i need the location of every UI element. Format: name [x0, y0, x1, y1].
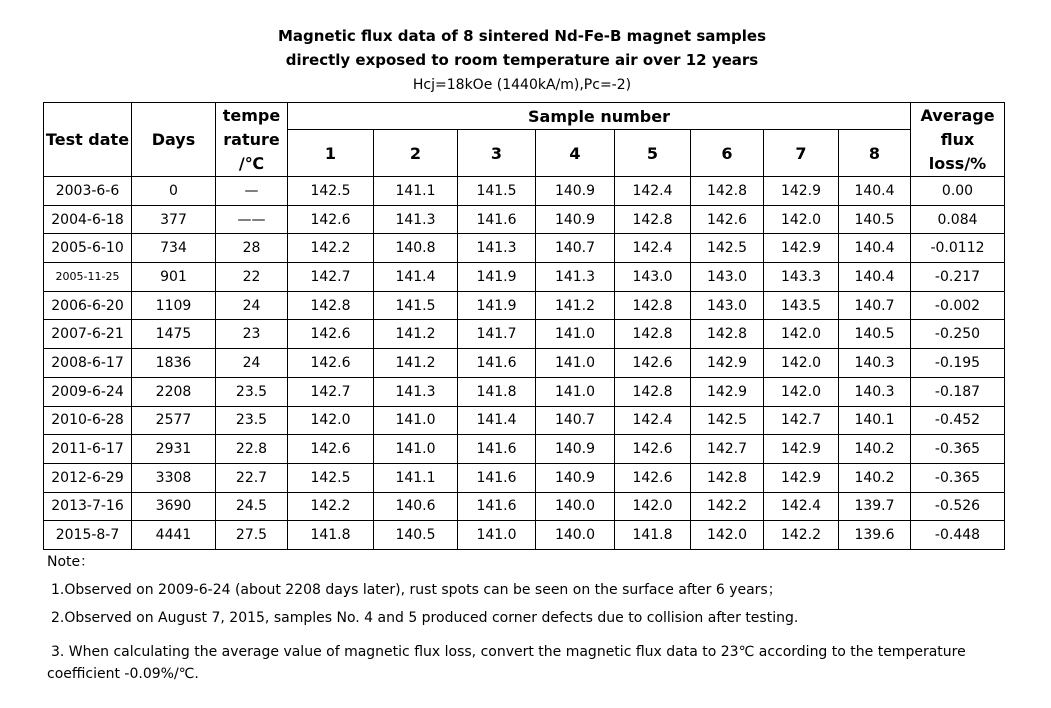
- cell-sample-2: 141.1: [374, 177, 458, 206]
- table-row: [44, 177, 1005, 206]
- cell-sample-2: 141.3: [374, 205, 458, 234]
- cell-days: 4441: [132, 521, 216, 550]
- cell-sample-5: 142.8: [615, 377, 691, 406]
- cell-test-date: 2007-6-21: [44, 320, 132, 349]
- cell-sample-4: 141.2: [536, 291, 615, 320]
- cell-sample-4: 141.0: [536, 320, 615, 349]
- cell-sample-6: 142.0: [691, 521, 764, 550]
- cell-test-date: 2010-6-28: [44, 406, 132, 435]
- header-sample-1: 1: [288, 130, 374, 177]
- cell-test-date: 2011-6-17: [44, 435, 132, 464]
- cell-days: 1475: [132, 320, 216, 349]
- cell-average-flux-loss: 0.00: [911, 177, 1005, 206]
- cell-days: 3308: [132, 463, 216, 492]
- header-average-line-1: Average: [920, 105, 995, 125]
- cell-average-flux-loss: -0.187: [911, 377, 1005, 406]
- cell-sample-5: 142.4: [615, 177, 691, 206]
- cell-sample-7: 142.4: [764, 492, 839, 521]
- cell-sample-5: 142.0: [615, 492, 691, 521]
- cell-sample-3: 141.4: [458, 406, 536, 435]
- cell-test-date: 2008-6-17: [44, 349, 132, 378]
- document-title-line-1: Magnetic flux data of 8 sintered Nd-Fe-B magnet samples: [277, 27, 767, 45]
- header-sample-7: 7: [764, 130, 839, 177]
- cell-average-flux-loss: -0.217: [911, 263, 1005, 292]
- cell-sample-7: 142.9: [764, 463, 839, 492]
- cell-days: 1836: [132, 349, 216, 378]
- cell-test-date: 2004-6-18: [44, 205, 132, 234]
- cell-sample-4: 140.9: [536, 177, 615, 206]
- cell-average-flux-loss: -0.452: [911, 406, 1005, 435]
- header-temperature-line-1: tempe: [222, 105, 281, 125]
- table-row: [44, 377, 1005, 406]
- cell-sample-3: 141.9: [458, 263, 536, 292]
- title-block: [0, 24, 1044, 96]
- cell-sample-8: 140.4: [839, 177, 911, 206]
- table-row: [44, 492, 1005, 521]
- table-row: [44, 234, 1005, 263]
- cell-sample-8: 140.4: [839, 234, 911, 263]
- cell-sample-4: 141.0: [536, 349, 615, 378]
- cell-sample-6: 142.8: [691, 320, 764, 349]
- header-sample-6: 6: [691, 130, 764, 177]
- cell-temperature: 28: [216, 234, 288, 263]
- cell-temperature: 23: [216, 320, 288, 349]
- cell-sample-2: 141.5: [374, 291, 458, 320]
- cell-sample-3: 141.6: [458, 205, 536, 234]
- header-temperature-line-3: /℃: [238, 153, 265, 173]
- cell-test-date: 2015-8-7: [44, 521, 132, 550]
- cell-sample-4: 140.7: [536, 406, 615, 435]
- cell-sample-6: 142.8: [691, 463, 764, 492]
- cell-sample-2: 140.6: [374, 492, 458, 521]
- header-sample-number: Sample number: [288, 103, 911, 130]
- cell-days: 3690: [132, 492, 216, 521]
- note-item-2: 2.Observed on August 7, 2015, samples No. 4 and 5 produced corner defects due to collision after testing.: [51, 610, 799, 626]
- cell-sample-1: 142.0: [288, 406, 374, 435]
- cell-average-flux-loss: -0.365: [911, 463, 1005, 492]
- cell-sample-5: 142.6: [615, 463, 691, 492]
- cell-sample-7: 142.2: [764, 521, 839, 550]
- table-row: [44, 463, 1005, 492]
- table-row: [44, 435, 1005, 464]
- cell-sample-7: 142.9: [764, 435, 839, 464]
- cell-sample-3: 141.6: [458, 349, 536, 378]
- cell-average-flux-loss: 0.084: [911, 205, 1005, 234]
- cell-sample-3: 141.6: [458, 435, 536, 464]
- cell-test-date: 2013-7-16: [44, 492, 132, 521]
- cell-sample-8: 140.7: [839, 291, 911, 320]
- cell-test-date: 2012-6-29: [44, 463, 132, 492]
- cell-test-date: 2005-11-25: [44, 263, 132, 292]
- table-row: [44, 320, 1005, 349]
- cell-days: 734: [132, 234, 216, 263]
- cell-sample-5: 142.4: [615, 234, 691, 263]
- cell-sample-7: 142.9: [764, 234, 839, 263]
- cell-sample-4: 140.0: [536, 492, 615, 521]
- cell-average-flux-loss: -0.448: [911, 521, 1005, 550]
- header-sample-3: 3: [458, 130, 536, 177]
- cell-sample-2: 141.0: [374, 435, 458, 464]
- cell-sample-2: 141.3: [374, 377, 458, 406]
- cell-test-date: 2005-6-10: [44, 234, 132, 263]
- cell-sample-8: 140.2: [839, 435, 911, 464]
- cell-sample-8: 140.3: [839, 349, 911, 378]
- cell-sample-6: 142.5: [691, 234, 764, 263]
- cell-average-flux-loss: -0.195: [911, 349, 1005, 378]
- cell-sample-2: 141.4: [374, 263, 458, 292]
- cell-sample-7: 142.0: [764, 349, 839, 378]
- header-sample-5: 5: [615, 130, 691, 177]
- cell-sample-8: 140.3: [839, 377, 911, 406]
- cell-temperature: 22.7: [216, 463, 288, 492]
- cell-sample-3: 141.0: [458, 521, 536, 550]
- cell-sample-5: 143.0: [615, 263, 691, 292]
- cell-sample-7: 142.0: [764, 205, 839, 234]
- header-row-top: [44, 103, 1005, 130]
- cell-sample-1: 142.6: [288, 349, 374, 378]
- header-sample-8: 8: [839, 130, 911, 177]
- note-item-1: 1.Observed on 2009-6-24 (about 2208 days later), rust spots can be seen on the surface after 6 years；: [51, 582, 782, 598]
- table-row: [44, 291, 1005, 320]
- cell-sample-8: 140.5: [839, 205, 911, 234]
- header-days: Days: [132, 103, 216, 177]
- header-sample-4: 4: [536, 130, 615, 177]
- cell-sample-6: 142.2: [691, 492, 764, 521]
- cell-temperature: 22: [216, 263, 288, 292]
- cell-sample-6: 143.0: [691, 291, 764, 320]
- cell-test-date: 2006-6-20: [44, 291, 132, 320]
- cell-sample-6: 142.9: [691, 377, 764, 406]
- cell-days: 2577: [132, 406, 216, 435]
- cell-temperature: 22.8: [216, 435, 288, 464]
- table-row: [44, 349, 1005, 378]
- cell-sample-4: 140.0: [536, 521, 615, 550]
- cell-test-date: 2009-6-24: [44, 377, 132, 406]
- cell-sample-3: 141.8: [458, 377, 536, 406]
- cell-sample-6: 142.7: [691, 435, 764, 464]
- cell-sample-5: 142.8: [615, 291, 691, 320]
- cell-sample-7: 142.0: [764, 377, 839, 406]
- cell-sample-6: 142.9: [691, 349, 764, 378]
- cell-sample-5: 142.8: [615, 320, 691, 349]
- cell-sample-7: 143.5: [764, 291, 839, 320]
- cell-average-flux-loss: -0.250: [911, 320, 1005, 349]
- table-row: [44, 406, 1005, 435]
- cell-days: 901: [132, 263, 216, 292]
- cell-days: 1109: [132, 291, 216, 320]
- cell-sample-1: 142.5: [288, 177, 374, 206]
- cell-sample-4: 140.9: [536, 205, 615, 234]
- cell-sample-1: 142.2: [288, 234, 374, 263]
- cell-sample-2: 140.5: [374, 521, 458, 550]
- cell-temperature: 27.5: [216, 521, 288, 550]
- notes-section: [47, 551, 1007, 685]
- cell-sample-1: 142.5: [288, 463, 374, 492]
- cell-sample-7: 142.9: [764, 177, 839, 206]
- cell-temperature: 24.5: [216, 492, 288, 521]
- cell-sample-4: 141.0: [536, 377, 615, 406]
- document-subtitle: Hcj=18kOe (1440kA/m),Pc=-2): [412, 77, 632, 93]
- cell-sample-7: 142.0: [764, 320, 839, 349]
- header-sample-2: 2: [374, 130, 458, 177]
- cell-sample-6: 142.6: [691, 205, 764, 234]
- cell-sample-8: 140.2: [839, 463, 911, 492]
- cell-temperature: 24: [216, 291, 288, 320]
- cell-sample-3: 141.5: [458, 177, 536, 206]
- cell-days: 2931: [132, 435, 216, 464]
- cell-sample-5: 141.8: [615, 521, 691, 550]
- cell-sample-2: 141.0: [374, 406, 458, 435]
- cell-sample-3: 141.6: [458, 463, 536, 492]
- cell-sample-4: 140.7: [536, 234, 615, 263]
- table-row: [44, 205, 1005, 234]
- cell-sample-6: 143.0: [691, 263, 764, 292]
- notes-heading: Note：: [47, 554, 95, 570]
- table-body: [44, 177, 1005, 550]
- cell-sample-1: 142.7: [288, 263, 374, 292]
- header-temperature-line-2: rature: [223, 129, 280, 149]
- header-average-line-3: loss/%: [928, 153, 987, 173]
- table-row: [44, 263, 1005, 292]
- cell-days: 377: [132, 205, 216, 234]
- cell-average-flux-loss: -0.526: [911, 492, 1005, 521]
- document-title-line-2: directly exposed to room temperature air over 12 years: [285, 51, 759, 69]
- cell-sample-3: 141.9: [458, 291, 536, 320]
- cell-sample-2: 141.2: [374, 349, 458, 378]
- cell-sample-5: 142.8: [615, 205, 691, 234]
- header-temperature: [216, 103, 288, 177]
- cell-sample-1: 142.6: [288, 435, 374, 464]
- header-test-date: Test date: [44, 103, 132, 177]
- cell-sample-1: 141.8: [288, 521, 374, 550]
- cell-average-flux-loss: -0.0112: [911, 234, 1005, 263]
- cell-sample-3: 141.6: [458, 492, 536, 521]
- cell-sample-3: 141.7: [458, 320, 536, 349]
- cell-temperature: ——: [216, 205, 288, 234]
- cell-temperature: 23.5: [216, 377, 288, 406]
- flux-data-table: [43, 102, 1005, 550]
- cell-sample-6: 142.5: [691, 406, 764, 435]
- cell-sample-4: 140.9: [536, 435, 615, 464]
- cell-days: 2208: [132, 377, 216, 406]
- cell-sample-4: 140.9: [536, 463, 615, 492]
- cell-sample-8: 139.6: [839, 521, 911, 550]
- header-average-flux-loss: [911, 103, 1005, 177]
- cell-sample-4: 141.3: [536, 263, 615, 292]
- cell-sample-7: 142.7: [764, 406, 839, 435]
- cell-sample-1: 142.2: [288, 492, 374, 521]
- cell-sample-2: 141.1: [374, 463, 458, 492]
- note-item-3: 3. When calculating the average value of magnetic flux loss, convert the magnetic flux data to 23℃ according to the temperature coefficient -0.09%/℃.: [47, 644, 966, 682]
- cell-test-date: 2003-6-6: [44, 177, 132, 206]
- cell-sample-7: 143.3: [764, 263, 839, 292]
- cell-sample-6: 142.8: [691, 177, 764, 206]
- cell-sample-1: 142.6: [288, 320, 374, 349]
- cell-average-flux-loss: -0.002: [911, 291, 1005, 320]
- cell-sample-8: 140.1: [839, 406, 911, 435]
- cell-sample-1: 142.8: [288, 291, 374, 320]
- table-header: [44, 103, 1005, 177]
- cell-sample-5: 142.4: [615, 406, 691, 435]
- table-row: [44, 521, 1005, 550]
- header-average-line-2: flux: [940, 129, 975, 149]
- cell-sample-1: 142.6: [288, 205, 374, 234]
- cell-sample-3: 141.3: [458, 234, 536, 263]
- cell-sample-8: 140.5: [839, 320, 911, 349]
- cell-sample-5: 142.6: [615, 435, 691, 464]
- cell-sample-2: 141.2: [374, 320, 458, 349]
- cell-temperature: 24: [216, 349, 288, 378]
- cell-sample-8: 140.4: [839, 263, 911, 292]
- cell-sample-5: 142.6: [615, 349, 691, 378]
- cell-sample-8: 139.7: [839, 492, 911, 521]
- cell-days: 0: [132, 177, 216, 206]
- cell-temperature: —: [216, 177, 288, 206]
- cell-sample-2: 140.8: [374, 234, 458, 263]
- cell-temperature: 23.5: [216, 406, 288, 435]
- cell-average-flux-loss: -0.365: [911, 435, 1005, 464]
- cell-sample-1: 142.7: [288, 377, 374, 406]
